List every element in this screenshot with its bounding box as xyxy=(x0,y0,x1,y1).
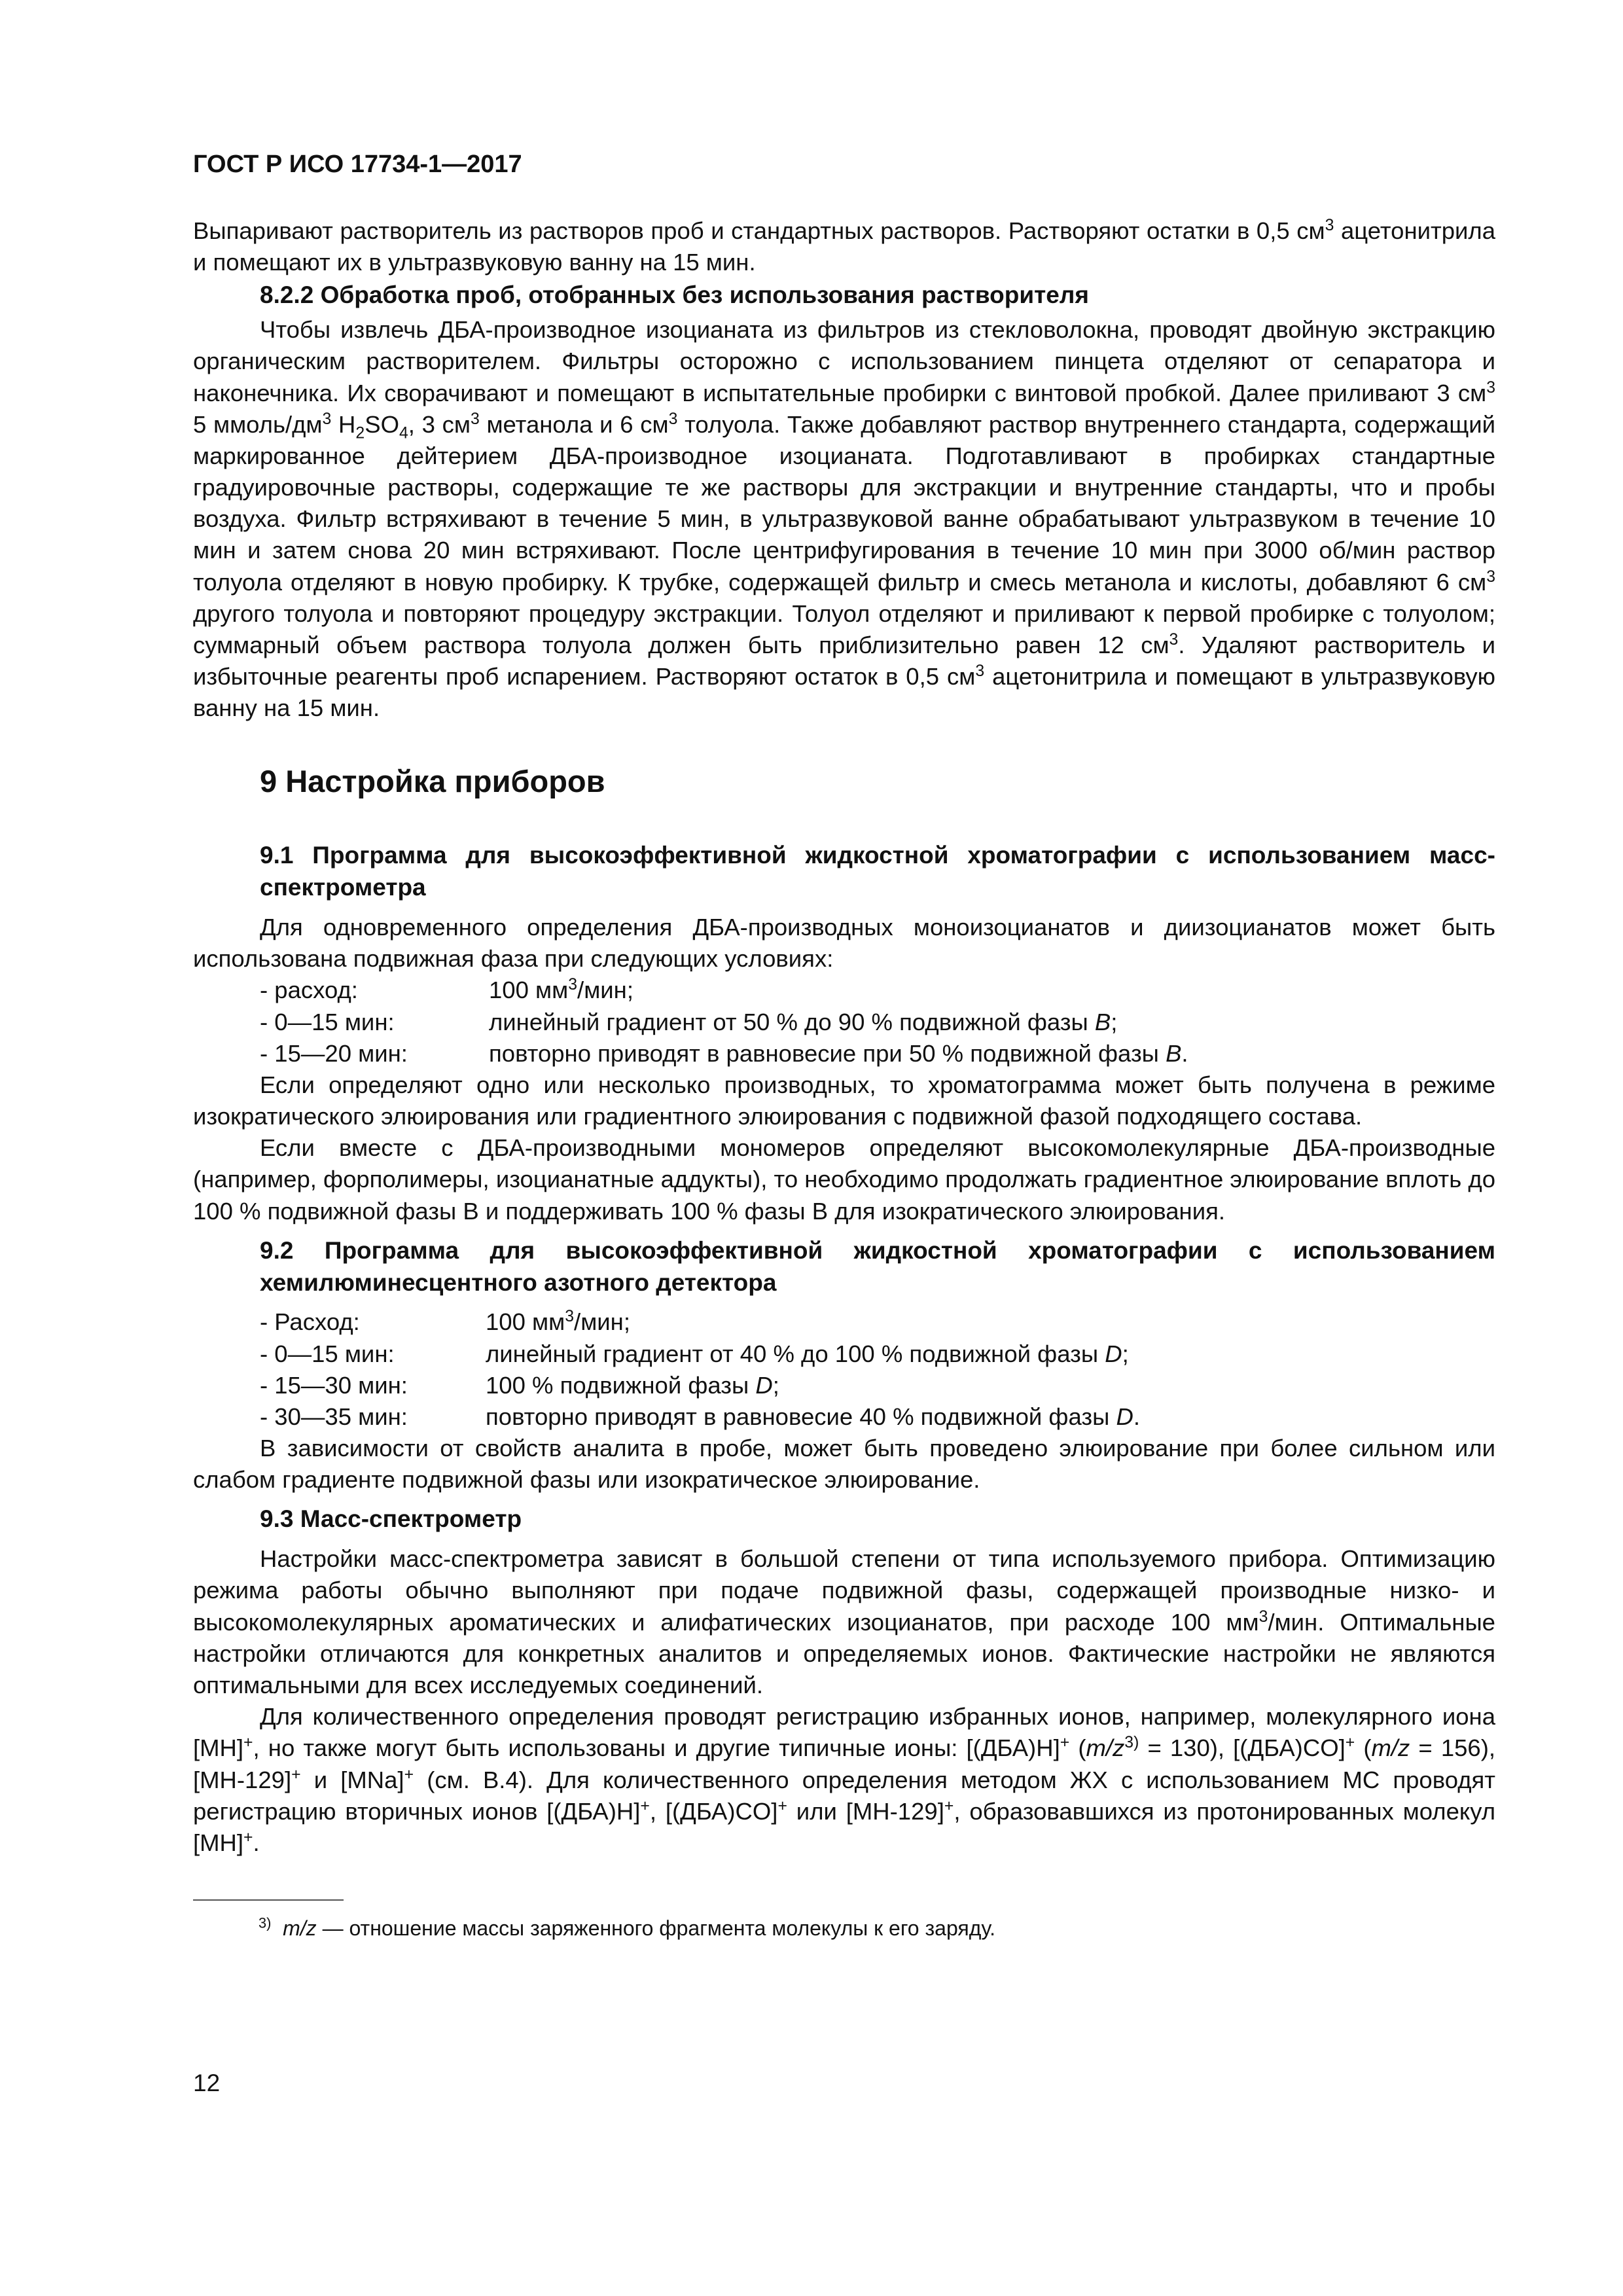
paragraph-9-1-p2: Если вместе с ДБА-производными мономеров определяют высокомолекулярные ДБА-производные (например, форполимеры, изоцианатные аддукты), то необходимо продолжать градиентное элюирование вплоть до 100 % подвижной фазы В и поддерживать 100 % фазы В для изократического элюирования. xyxy=(193,1134,1495,1225)
subsection-9-1-title: 9.1 Программа для высокоэффективной жидкостной хроматографии с использованием масс-спектрометра xyxy=(260,842,1495,901)
footnote-ref: 3) xyxy=(1124,1734,1139,1752)
footnote-divider xyxy=(193,1899,344,1901)
paragraph-9-1-intro: Для одновременного определения ДБА-производных моноизоцианатов и диизоцианатов может быть использована подвижная фаза при следующих условиях: xyxy=(193,914,1495,973)
subsection-9-2-title: 9.2 Программа для высокоэффективной жидкостной хроматографии с использованием хемилюминесцентного азотного детектора xyxy=(260,1236,1495,1296)
list-item: - 15—30 мин: 100 % подвижной фазы D; xyxy=(260,1371,779,1399)
paragraph-9-2-p1: В зависимости от свойств аналита в пробе, может быть проведено элюирование при более сильном или слабом градиенте подвижной фазы или изократическое элюирование. xyxy=(193,1435,1495,1494)
document-header: ГОСТ Р ИСО 17734-1—2017 xyxy=(193,151,522,178)
subsection-9-3-title: 9.3 Масс-спектрометр xyxy=(260,1505,522,1533)
list-item: - Расход: 100 $мм^3$/мин; xyxy=(260,1308,630,1336)
page-number: 12 xyxy=(193,2070,221,2096)
paragraph-9-3-p2: Для количественного определения проводят регистрацию избранных ионов, например, молекулярного иона [MH]+, но также могут быть использованы и другие типичные ионы: [(ДБА)H]+ $(m/z^{3)} = 130)$, [(ДБА)CO]+ (m/z = 156), [MH-129]+ и [MNa]+ (см. В.4). Для количественного определения методом ЖХ с использованием МС проводят регистрацию вторичных ионов [(ДБА)H]+, [(ДБА)CO]+ или [MH-129]+, образовавшихся из протонированных молекул [MH]+. xyxy=(193,1703,1496,1856)
paragraph-9-1-p1: Если определяют одно или несколько производных, то хроматограмма может быть получена в режиме изократического элюирования или градиентного элюирования с подвижной фазой подходящего состава. xyxy=(193,1071,1495,1130)
footnote: $^{3)}$ m/z — отношение массы заряженного фрагмента молекулы к его заряду. xyxy=(259,1914,996,1941)
conditions-list-9-1 xyxy=(193,975,1495,1069)
paragraph-8-2-2: Чтобы извлечь ДБА-производное изоцианата из фильтров из стекловолокна, проводят двойную экстракцию органическим растворителем. Фильтры осторожно с использованием пинцета отделяют от сепаратора и наконечника. Их сворачивают и помещают в испытательные пробирки с винтовой пробкой. Далее приливают 3 $см^3$ 5 ммоль/$дм^3$ $H_2SO_4$, 3 $см^3$ метанола и 6 $см^3$ толуола. Также добавляют раствор внутреннего стандарта, содержащий маркированное дейтерием ДБА-производное изоцианата. Подготавливают в пробирках стандартные градуировочные растворы, содержащие те же растворы для экстракции и внутренние стандарты, что и пробы воздуха. Фильтр встряхивают в течение 5 мин, в ультразвуковой ванне обрабатывают ультразвуком в течение 10 мин и затем снова 20 мин встряхивают. После центрифугирования в течение 10 мин при 3000 об/мин раствор толуола отделяют в новую пробирку. К трубке, содержащей фильтр и смесь метанола и кислоты, добавляют 6 $см^3$ другого толуола и повторяют процедуру экстракции. Толуол отделяют и приливают к первой пробирке с толуолом; суммарный объем раствора толуола должен быть приблизительно равен 12 $см^3$. Удаляют растворитель и избыточные реагенты проб испарением. Растворяют остаток в 0,5 $см^3$ ацетонитрила и помещают в ультразвуковую ванну на 15 мин. xyxy=(193,316,1496,722)
conditions-list-9-2 xyxy=(193,1306,1495,1433)
subsection-8-2-2-title: 8.2.2 Обработка проб, отобранных без использования растворителя xyxy=(260,281,1089,309)
list-item: - 0—15 мин: линейный градиент от 40 % до 100 % подвижной фазы D; xyxy=(260,1340,1129,1367)
paragraph-9-3-p1: Настройки масс-спектрометра зависят в большой степени от типа используемого прибора. Оптимизацию режима работы обычно выполняют при подаче подвижной фазы, содержащей производные низко- и высокомолекулярных ароматических и алифатических изоцианатов, при расходе 100 $мм^3$/мин. Оптимальные настройки отличаются для конкретных аналитов и определяемых ионов. Фактические настройки не являются оптимальными для всех исследуемых соединений. xyxy=(193,1545,1495,1698)
list-item: - 15—20 мин: повторно приводят в равновесие при 50 % подвижной фазы B. xyxy=(260,1039,1188,1067)
paragraph-evaporation: Выпаривают растворитель из растворов проб и стандартных растворов. Растворяют остатки в 0,5 $см^3$ ацетонитрила и помещают их в ультразвуковую ванну на 15 мин. xyxy=(193,216,1495,276)
list-item: - 30—35 мин: повторно приводят в равновесие 40 % подвижной фазы D. xyxy=(260,1403,1140,1430)
section-9-title: 9 Настройка приборов xyxy=(260,764,605,799)
document-page xyxy=(193,151,1495,1941)
list-item: - 0—15 мин: линейный градиент от 50 % до 90 % подвижной фазы B; xyxy=(260,1008,1118,1035)
list-item: - расход: 100 $мм^3$/мин; xyxy=(260,976,633,1004)
